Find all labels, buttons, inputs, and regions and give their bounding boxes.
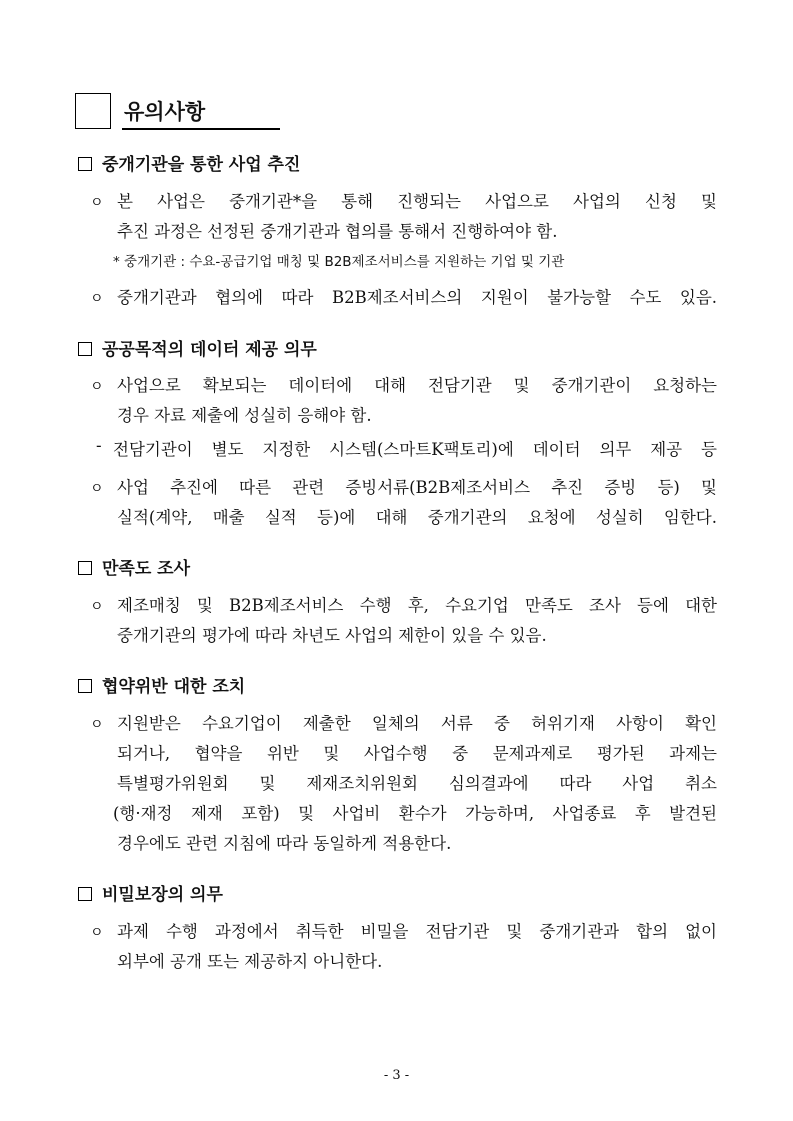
text-line: 추진 과정은 선정된 중개기관과 협의를 통해서 진행하여야 함. (117, 222, 558, 241)
text-line: 외부에 공개 또는 제공하지 아니한다. (117, 952, 383, 971)
text-line: 지원받은 수요기업이 제출한 일체의 서류 중 허위기재 사항이 확인 (117, 714, 717, 733)
text-line: 제조매칭 및 B2B제조서비스 수행 후, 수요기업 만족도 조사 등에 대한 (117, 596, 717, 615)
checkbox-square-icon (78, 679, 92, 693)
dash-marker: - (96, 436, 102, 455)
text-line: 사업 추진에 따른 관련 증빙서류(B2B제조서비스 추진 증빙 등) 및 (117, 478, 717, 497)
text-line: 되거나, 협약을 위반 및 사업수행 중 문제과제로 평가된 과제는 (117, 744, 717, 763)
page-title: 유의사항 (124, 100, 206, 124)
section-heading-text: 공공목적의 데이터 제공 의무 (102, 340, 317, 360)
text-line: 중개기관의 평가에 따라 차년도 사업의 제한이 있을 수 있음. (117, 626, 547, 645)
text-line: 실적(계약, 매출 실적 등)에 대해 중개기관의 요청에 성실히 임한다. (117, 508, 717, 527)
section-heading-text: 비밀보장의 의무 (102, 885, 223, 905)
text-line: 중개기관과 협의에 따라 B2B제조서비스의 지원이 불가능할 수도 있음. (117, 288, 717, 307)
section-heading-text: 협약위반 대한 조치 (102, 677, 246, 697)
page-number: - 3 - (383, 1068, 410, 1083)
bullet-icon: ㅇ (90, 925, 104, 941)
checkbox-square-icon (78, 887, 92, 901)
text-line: 경우 자료 제출에 성실히 응해야 함. (117, 406, 372, 425)
section-heading-1 (78, 150, 300, 175)
section-heading-4 (78, 672, 245, 697)
footnote: * 중개기관 : 수요-공급기업 매칭 및 B2B제조서비스를 지원하는 기업 및 기관 (113, 254, 565, 270)
text-line: 경우에도 관련 지침에 따라 동일하게 적용한다. (117, 834, 452, 853)
bullet-icon: ㅇ (90, 599, 104, 615)
section-heading-3 (78, 554, 190, 579)
section-heading-text: 중개기관을 통한 사업 추진 (102, 155, 301, 175)
bullet-icon: ㅇ (90, 195, 104, 211)
section-heading-2 (78, 335, 317, 360)
text-line: 사업으로 확보되는 데이터에 대해 전담기관 및 중개기관이 요청하는 (117, 376, 717, 395)
bullet-icon: ㅇ (90, 291, 104, 307)
text-line: 과제 수행 과정에서 취득한 비밀을 전담기관 및 중개기관과 합의 없이 (117, 922, 717, 941)
text-line: 전담기관이 별도 지정한 시스템(스마트K팩토리)에 데이터 의무 제공 등 (113, 440, 717, 459)
text-line: 본 사업은 중개기관*을 통해 진행되는 사업으로 사업의 신청 및 (117, 192, 717, 211)
text-line: 특별평가위원회 및 제재조치위원회 심의결과에 따라 사업 취소 (117, 774, 717, 793)
title-underline (122, 128, 280, 130)
checkbox-square-icon (78, 157, 92, 171)
title-box (75, 93, 111, 129)
bullet-icon: ㅇ (90, 717, 104, 733)
section-heading-5 (78, 880, 223, 905)
bullet-icon: ㅇ (90, 481, 104, 497)
text-line: (행·재정 제재 포함) 및 사업비 환수가 가능하며, 사업종료 후 발견된 (113, 804, 717, 823)
section-heading-text: 만족도 조사 (102, 559, 191, 579)
bullet-icon: ㅇ (90, 379, 104, 395)
checkbox-square-icon (78, 561, 92, 575)
checkbox-square-icon (78, 342, 92, 356)
